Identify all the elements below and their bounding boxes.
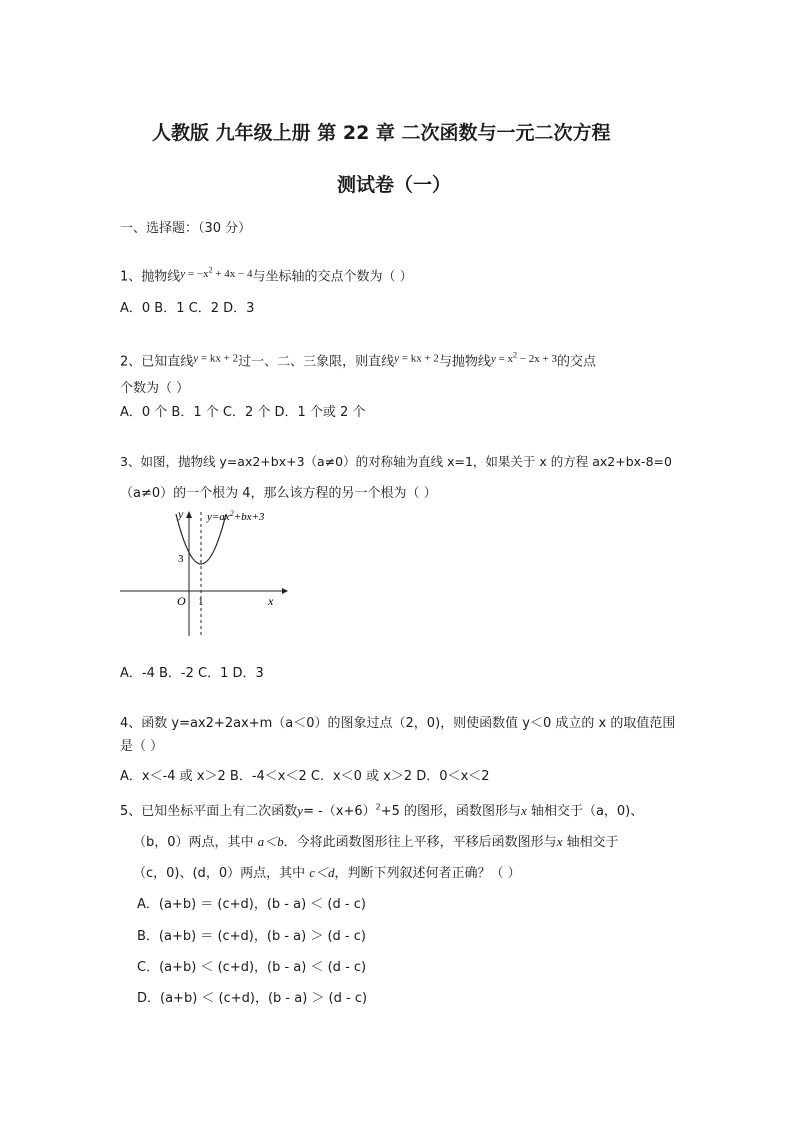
q1-prefix: 1、抛物线 — [120, 269, 181, 285]
origin-label: O — [177, 594, 186, 608]
q1-formula: y = −x2 + 4x − 4 — [180, 265, 253, 280]
x-axis-label: x — [268, 594, 274, 608]
y-axis-arrow — [186, 511, 192, 518]
q4-line1: 4、函数 y=ax2+2ax+m（a＜0）的图象过点（2，0)，则使函数值 y＜0 成立的 x 的取值范围 — [120, 716, 676, 731]
q2-options: A．0 个 B．1 个 C．2 个 D．1 个或 2 个 — [120, 405, 366, 420]
y-axis-label: y — [178, 507, 184, 521]
q5-line2: （b，0）两点，其中 a＜b．今将此函数图形往上平移，平移后函数图形与x 轴相交于 — [133, 834, 619, 850]
q3-options: A．-4 B．-2 C．1 D．3 — [120, 666, 264, 681]
q5-option-b: B．(a+b) ＝ (c+d)，(b - a) ＞ (d - c) — [137, 929, 366, 944]
document-title-line2: 测试卷（一） — [337, 174, 452, 196]
q4-line2: 是（ ） — [120, 739, 164, 754]
q3-line1: 3、如图，抛物线 y=ax2+bx+3（a≠0）的对称轴为直线 x=1，如果关于 x 的方程 ax2+bx-8=0 — [120, 454, 672, 469]
x-axis-arrow — [282, 588, 288, 594]
curve-label: $y=ax^2+bx+3$ — [207, 509, 265, 523]
question-2: 2、已知直线$^{y = kx + 2}$过一、二、三象限，则直线$^{y = kx + 2}$与抛物线$^{y = x^2 - 2x + 3}$的交点 — [120, 350, 596, 370]
q1-suffix: 与坐标轴的交点个数为（ ） — [252, 269, 413, 285]
q2-formula-parabola: y = x2 − 2x + 3 — [490, 350, 557, 365]
q5-option-c: C．(a+b) ＜ (c+d)，(b - a) ＜ (d - c) — [137, 960, 367, 975]
q2-formula-line: y = kx + 2 — [193, 352, 239, 365]
q4-options: A．x＜-4 或 x＞2 B．-4＜x＜2 C．x＜0 或 x＞2 D．0＜x＜2 — [120, 769, 490, 784]
q5-line3: （c，0)、(d，0）两点，其中 c＜d，判断下列叙述何者正确？（ ） — [133, 865, 521, 881]
q5-option-a: A．(a+b) ＝ (c+d)，(b - a) ＜ (d - c) — [137, 897, 366, 912]
document-title-line1: 人教版 九年级上册 第 22 章 二次函数与一元二次方程 — [152, 122, 611, 144]
tick-label-1: 1 — [198, 596, 204, 608]
q5-option-d: D．(a+b) ＜ (c+d)，(b - a) ＞ (d - c) — [137, 991, 368, 1006]
q5-line1: 5、已知坐标平面上有二次函数$y= -(x+6)^2+5$ 的图形，函数图形与x 轴相交于（a，0)、 — [120, 802, 644, 819]
section-heading: 一、选择题：（30 分） — [120, 221, 252, 236]
q3-parabola-graph — [112, 502, 292, 642]
q1-options: A．0 B．1 C．2 D．3 — [120, 301, 255, 316]
tick-label-3: 3 — [178, 553, 184, 565]
q3-line2: （a≠0）的一个根为 4，那么该方程的另一个根为（ ） — [120, 486, 437, 501]
q2-formula-line-2: y = kx + 2 — [394, 352, 439, 365]
q2-line2: 个数为（ ） — [120, 381, 190, 396]
question-1 — [120, 265, 413, 285]
